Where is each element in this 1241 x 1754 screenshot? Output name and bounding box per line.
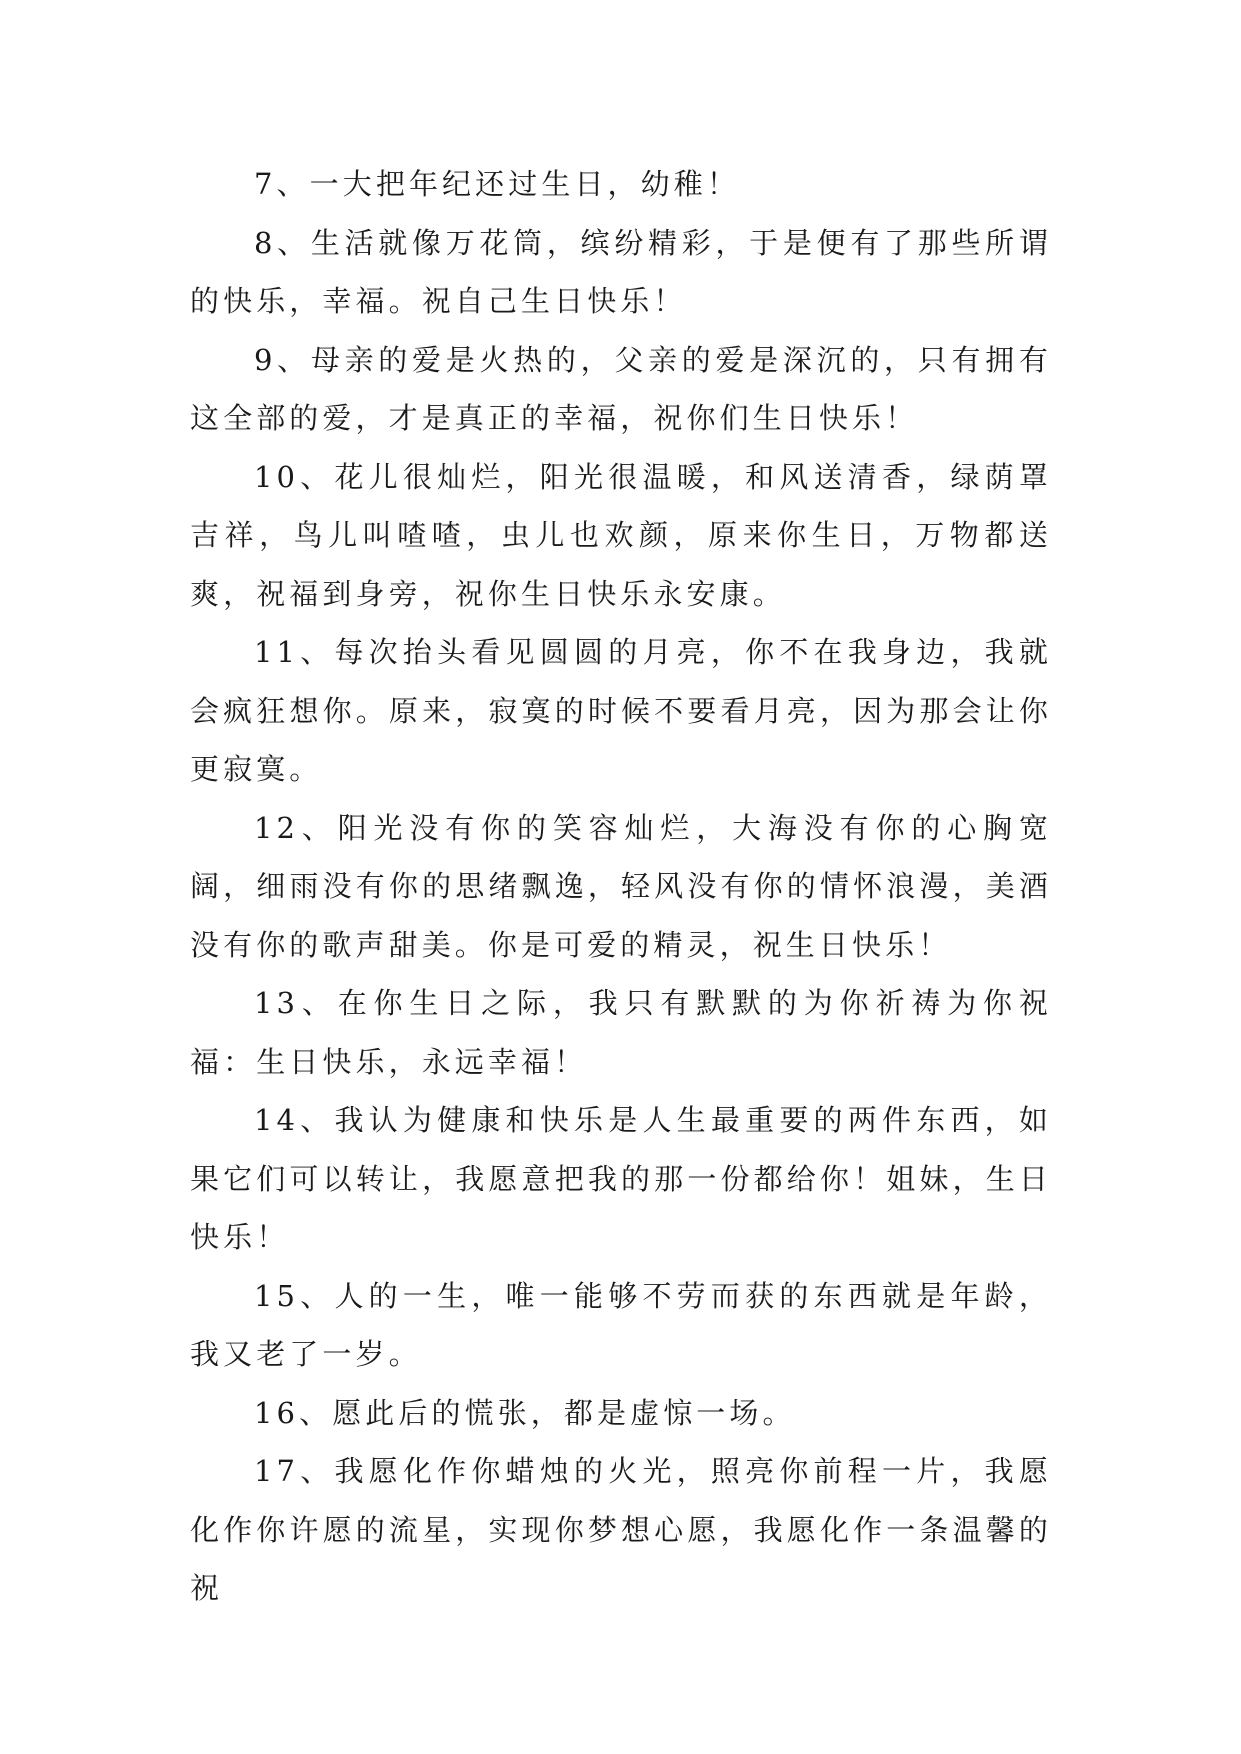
paragraph-13: 13、在你生日之际，我只有默默的为你祈祷为你祝福：生日快乐，永远幸福！ (190, 986, 1052, 1079)
paragraph-8: 8、生活就像万花筒，缤纷精彩，于是便有了那些所谓的快乐，幸福。祝自己生日快乐！ (190, 225, 1052, 318)
paragraph-12: 12、阳光没有你的笑容灿烂，大海没有你的心胸宽阔，细雨没有你的思绪飘逸，轻风没有你的情怀浪漫，美酒没有你的歌声甜美。你是可爱的精灵，祝生日快乐！ (190, 810, 1052, 962)
paragraph-16: 16、愿此后的慌张，都是虚惊一场。 (254, 1395, 796, 1430)
paragraph-9: 9、母亲的爱是火热的，父亲的爱是深沉的，只有拥有这全部的爱，才是真正的幸福，祝你们生日快乐！ (190, 342, 1052, 435)
paragraph-10: 10、花儿很灿烂，阳光很温暖，和风送清香，绿荫罩吉祥，鸟儿叫喳喳，虫儿也欢颜，原来你生日，万物都送爽，祝福到身旁，祝你生日快乐永安康。 (190, 459, 1052, 611)
paragraph-11: 11、每次抬头看见圆圆的月亮，你不在我身边，我就会疯狂想你。原来，寂寞的时候不要看月亮，因为那会让你更寂寞。 (190, 635, 1052, 786)
paragraph-14: 14、我认为健康和快乐是人生最重要的两件东西，如果它们可以转让，我愿意把我的那一份都给你！姐妹，生日快乐！ (190, 1103, 1052, 1254)
paragraph-7: 7、一大把年纪还过生日，幼稚！ (254, 167, 740, 201)
paragraph-17: 17、我愿化作你蜡烛的火光，照亮你前程一片，我愿化作你许愿的流星，实现你梦想心愿，我愿化作一条温馨的祝 (190, 1454, 1052, 1605)
document-body (190, 155, 1052, 1618)
paragraph-15: 15、人的一生，唯一能够不劳而获的东西就是年龄，我又老了一岁。 (190, 1278, 1052, 1371)
